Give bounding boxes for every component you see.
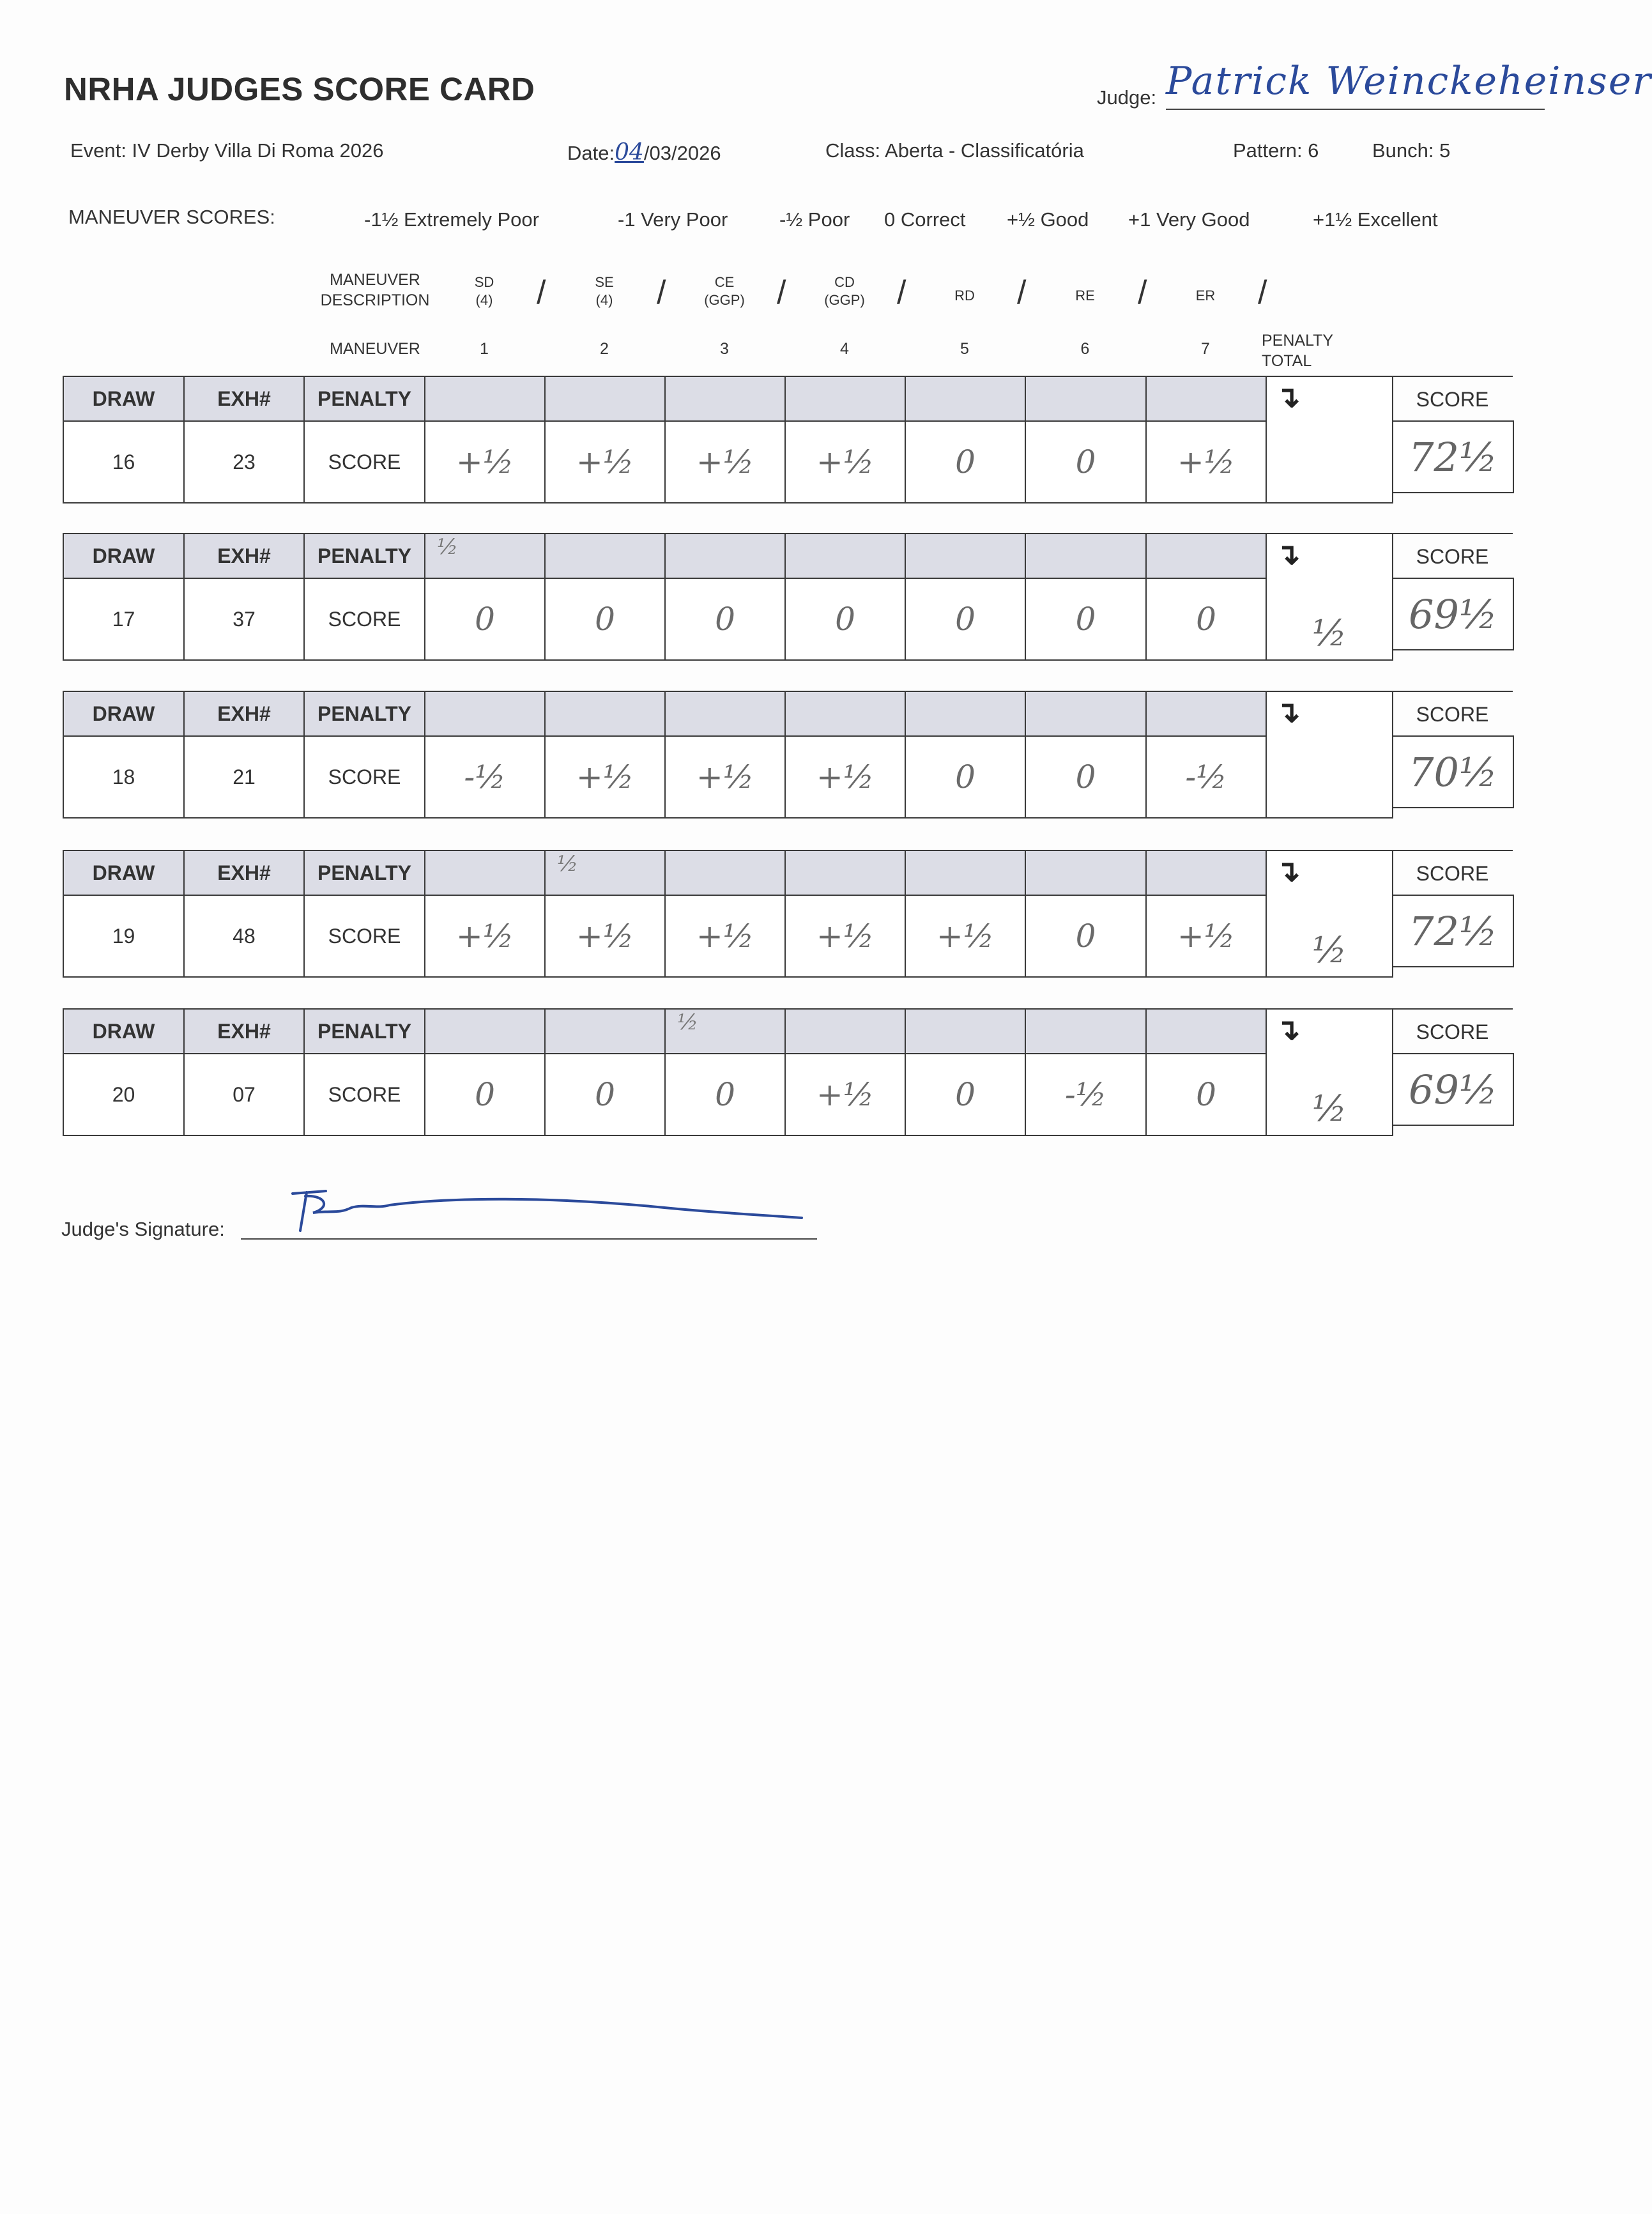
penalty-cell-7 [1145,376,1267,422]
score-header: SCORE [1392,691,1513,737]
exh-value: 07 [183,1053,305,1136]
penalty-cell-1 [424,1008,546,1054]
penalty-cell-1 [424,376,546,422]
penalty-cell-6 [1025,533,1147,579]
penalty-cell-4 [784,850,906,896]
maneuver-code-2: SE (4) [595,274,614,308]
penalty-cell-3 [664,533,786,579]
arrow-down-icon: ↴ [1276,854,1301,888]
maneuver-number-4: 4 [840,340,849,358]
maneuver-code-7: ER [1195,288,1216,304]
exh-value: 37 [183,578,305,661]
score-row-label: SCORE [303,1053,425,1136]
maneuver-score-4: +½ [784,735,906,819]
maneuver-score-6: -½ [1025,1053,1147,1136]
maneuver-score-2: +½ [544,420,666,504]
penalty-cell-3 [664,376,786,422]
maneuver-number-3: 3 [720,340,729,358]
legend-item: -1½ Extremely Poor [364,208,539,231]
draw-header: DRAW [63,1008,185,1054]
penalty-cell-3 [664,1008,786,1054]
draw-header: DRAW [63,533,185,579]
penalty-total-cell [1266,691,1393,819]
legend-item: -½ Poor [779,208,850,231]
maneuver-score-6: 0 [1025,578,1147,661]
maneuver-score-1: +½ [424,420,546,504]
judge-signature [281,1182,818,1240]
score-header: SCORE [1392,533,1513,579]
score-row-label: SCORE [303,895,425,978]
penalty-cell-4 [784,533,906,579]
penalty-cell-1 [424,691,546,737]
date-label: Date: [567,142,615,164]
arrow-down-icon: ↴ [1276,1013,1301,1046]
final-score: 72½ [1392,895,1514,967]
maneuver-score-1: -½ [424,735,546,819]
penalty-header: PENALTY [303,691,425,737]
draw-value: 19 [63,895,185,978]
legend-item: +1½ Excellent [1313,208,1438,231]
maneuver-score-6: 0 [1025,895,1147,978]
arrow-down-icon: ↴ [1276,695,1301,728]
maneuver-score-3: 0 [664,578,786,661]
maneuver-score-7: 0 [1145,578,1267,661]
penalty-total-cell [1266,533,1393,661]
penalty-total-label: PENALTY TOTAL [1262,332,1334,370]
judge-name: Patrick Weinckeheinser [1166,59,1652,104]
penalty-header: PENALTY [303,533,425,579]
maneuver-score-7: -½ [1145,735,1267,819]
draw-value: 20 [63,1053,185,1136]
score-header: SCORE [1392,850,1513,896]
penalty-cell-4 [784,376,906,422]
maneuver-score-4: +½ [784,895,906,978]
maneuver-score-2: +½ [544,895,666,978]
legend-item: -1 Very Poor [618,208,728,231]
penalty-cell-6 [1025,691,1147,737]
judge-name-line [1166,109,1545,110]
penalty-header: PENALTY [303,1008,425,1054]
penalty-cell-3 [664,850,786,896]
draw-value: 17 [63,578,185,661]
penalty-cell-2 [544,533,666,579]
maneuver-score-3: +½ [664,735,786,819]
maneuver-divider: / [1258,274,1267,311]
maneuver-score-1: 0 [424,1053,546,1136]
maneuver-number-2: 2 [600,340,609,358]
maneuver-number-5: 5 [960,340,969,358]
maneuver-score-7: +½ [1145,895,1267,978]
maneuver-score-5: 0 [905,735,1026,819]
final-score: 69½ [1392,1053,1514,1126]
maneuver-divider: / [537,274,546,311]
maneuver-divider: / [1017,274,1027,311]
exh-value: 48 [183,895,305,978]
maneuver-divider: / [1138,274,1147,311]
event-bunch: Bunch: 5 [1372,139,1451,162]
maneuver-divider: / [897,274,906,311]
maneuver-score-7: +½ [1145,420,1267,504]
maneuver-score-3: +½ [664,420,786,504]
penalty-cell-7 [1145,1008,1267,1054]
exh-header: EXH# [183,691,305,737]
penalty-header: PENALTY [303,850,425,896]
exh-value: 21 [183,735,305,819]
maneuver-score-6: 0 [1025,420,1147,504]
penalty-cell-5 [905,850,1026,896]
penalty-total-cell [1266,376,1393,504]
arrow-down-icon: ↴ [1276,537,1301,571]
penalty-value: ½ [557,851,578,877]
arrow-down-icon: ↴ [1276,380,1301,413]
signature-label: Judge's Signature: [61,1218,225,1240]
maneuver-divider: / [777,274,786,311]
exh-header: EXH# [183,376,305,422]
date-rest: /03/2026 [643,142,721,164]
event-class: Class: Aberta - Classificatória [825,139,1084,162]
score-card-row [63,691,1513,817]
score-card-row [63,1008,1513,1135]
score-card-row [63,376,1513,502]
maneuver-score-3: 0 [664,1053,786,1136]
penalty-total-cell [1266,850,1393,978]
penalty-cell-2 [544,691,666,737]
exh-header: EXH# [183,850,305,896]
score-card-row [63,850,1513,976]
final-score: 70½ [1392,735,1514,808]
penalty-cell-6 [1025,1008,1147,1054]
maneuver-code-5: RD [954,288,975,304]
maneuver-score-3: +½ [664,895,786,978]
maneuver-divider: / [657,274,666,311]
legend-item: +1 Very Good [1128,208,1250,231]
penalty-cell-2 [544,376,666,422]
maneuver-score-4: +½ [784,420,906,504]
maneuver-score-5: +½ [905,895,1026,978]
exh-header: EXH# [183,1008,305,1054]
maneuver-score-5: 0 [905,578,1026,661]
maneuver-number-7: 7 [1201,340,1210,358]
penalty-header: PENALTY [303,376,425,422]
maneuver-code-3: CE (GGP) [704,274,745,308]
exh-value: 23 [183,420,305,504]
maneuver-number-label: MANEUVER [330,340,420,358]
maneuver-score-7: 0 [1145,1053,1267,1136]
event-name: Event: IV Derby Villa Di Roma 2026 [70,139,384,162]
penalty-cell-5 [905,376,1026,422]
maneuver-score-5: 0 [905,420,1026,504]
draw-header: DRAW [63,691,185,737]
maneuver-score-2: 0 [544,578,666,661]
score-header: SCORE [1392,376,1513,422]
penalty-cell-3 [664,691,786,737]
penalty-total-value: ½ [1312,613,1347,654]
score-row-label: SCORE [303,578,425,661]
maneuver-scores-label: MANEUVER SCORES: [68,206,275,228]
penalty-cell-5 [905,691,1026,737]
maneuver-score-1: +½ [424,895,546,978]
maneuver-description-label: MANEUVER DESCRIPTION [320,271,430,309]
penalty-cell-5 [905,533,1026,579]
penalty-cell-1 [424,533,546,579]
draw-value: 18 [63,735,185,819]
final-score: 72½ [1392,420,1514,493]
event-date [567,139,721,165]
maneuver-score-2: 0 [544,1053,666,1136]
judge-label: Judge: [1097,86,1157,109]
penalty-cell-1 [424,850,546,896]
penalty-cell-6 [1025,376,1147,422]
penalty-cell-4 [784,691,906,737]
event-pattern: Pattern: 6 [1233,139,1319,162]
legend-item: +½ Good [1007,208,1089,231]
maneuver-score-2: +½ [544,735,666,819]
penalty-total-cell [1266,1008,1393,1136]
date-day: 04 [615,139,644,165]
score-card-row [63,533,1513,659]
maneuver-score-5: 0 [905,1053,1026,1136]
score-row-label: SCORE [303,735,425,819]
score-header: SCORE [1392,1008,1513,1054]
draw-header: DRAW [63,376,185,422]
maneuver-code-1: SD (4) [474,274,494,308]
penalty-cell-2 [544,1008,666,1054]
maneuver-score-4: +½ [784,1053,906,1136]
penalty-value: ½ [437,534,458,560]
penalty-total-value: ½ [1312,1088,1347,1130]
penalty-cell-7 [1145,533,1267,579]
draw-value: 16 [63,420,185,504]
page-title: NRHA JUDGES SCORE CARD [64,71,535,107]
maneuver-score-4: 0 [784,578,906,661]
final-score: 69½ [1392,578,1514,650]
exh-header: EXH# [183,533,305,579]
penalty-cell-2 [544,850,666,896]
score-row-label: SCORE [303,420,425,504]
penalty-cell-5 [905,1008,1026,1054]
penalty-cell-6 [1025,850,1147,896]
maneuver-code-6: RE [1075,288,1095,304]
legend-item: 0 Correct [884,208,966,231]
maneuver-code-4: CD (GGP) [824,274,865,308]
maneuver-number-6: 6 [1080,340,1090,358]
penalty-cell-4 [784,1008,906,1054]
penalty-value: ½ [677,1010,698,1035]
maneuver-score-6: 0 [1025,735,1147,819]
maneuver-score-1: 0 [424,578,546,661]
penalty-cell-7 [1145,691,1267,737]
draw-header: DRAW [63,850,185,896]
penalty-cell-7 [1145,850,1267,896]
penalty-total-value: ½ [1312,930,1347,971]
maneuver-number-1: 1 [480,340,489,358]
